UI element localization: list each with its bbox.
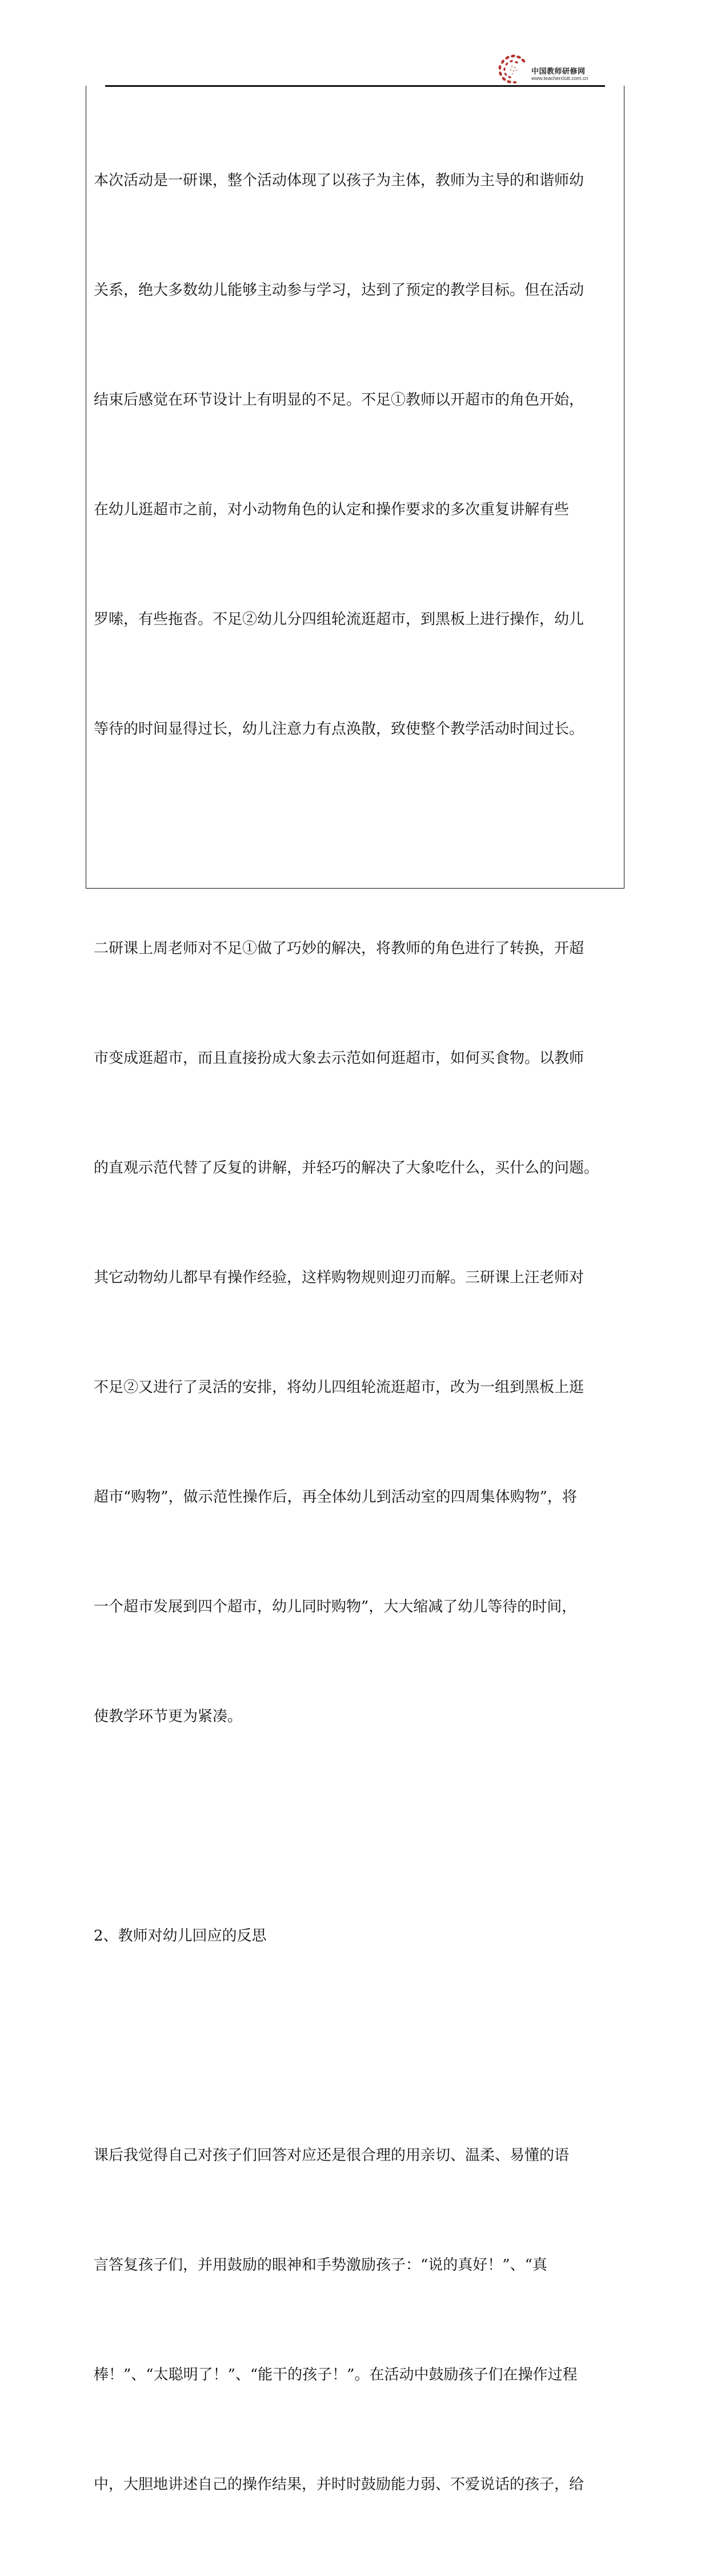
site-logo <box>496 53 616 85</box>
heading-text: 2、教师对幼儿回应的反思 <box>94 1927 267 1945</box>
paragraph-gap <box>94 1808 623 1845</box>
text-line: 关系，绝大多数幼儿能够主动参与学习，达到了预定的教学目标。但在活动 <box>94 282 584 299</box>
text-line: 言答复孩子们，并用鼓励的眼神和手势激励孩子：“说的真好！”、“真 <box>94 2257 547 2274</box>
text-line: 的直观示范代替了反复的讲解，并轻巧的解决了大象吃什么，买什么的问题。 <box>94 1159 599 1177</box>
logo-site-name: 中国教师研修网 <box>531 67 586 76</box>
text-line: 结束后感觉在环节设计上有明显的不足。不足①教师以开超市的角色开始， <box>94 391 584 409</box>
reflection-paragraph-1 <box>94 89 623 821</box>
text-line: 市变成逛超市，而且直接扮成大象去示范如何逛超市，如何买食物。以教师 <box>94 1050 584 1067</box>
text-line: 本次活动是一研课，整个活动体现了以孩子为主体，教师为主导的和谐师幼 <box>94 172 584 189</box>
text-line: 超市“购物”，做示范性操作后，再全体幼儿到活动室的四周集体购物”，将 <box>94 1489 577 1506</box>
text-line: 棒！”、“太聪明了！”、“能干的孩子！”。在活动中鼓励孩子们在操作过程 <box>94 2366 578 2383</box>
text-line: 课后我觉得自己对孩子们回答对应还是很合理的用亲切、温柔、易懂的语 <box>94 2147 570 2164</box>
reflection-paragraph-3 <box>94 2064 623 2576</box>
text-line: 在幼儿逛超市之前，对小动物角色的认定和操作要求的多次重复讲解有些 <box>94 501 570 518</box>
paragraph-gap <box>94 2027 623 2064</box>
text-line: 使教学环节更为紧凑。 <box>94 1708 243 1725</box>
document-body <box>94 89 623 2576</box>
text-line: 罗嗦，有些拖沓。不足②幼儿分四组轮流逛超市，到黑板上进行操作，幼儿 <box>94 611 584 628</box>
text-line: 二研课上周老师对不足①做了巧妙的解决，将教师的角色进行了转换，开超 <box>94 940 584 957</box>
teacherclub-logo-icon <box>496 53 530 85</box>
text-line: 一个超市发展到四个超市，幼儿同时购物”，大大缩减了幼儿等待的时间， <box>94 1598 577 1615</box>
text-line: 不足②又进行了灵活的安排，将幼儿四组轮流逛超市，改为一组到黑板上逛 <box>94 1379 584 1396</box>
paragraph-gap <box>94 821 623 857</box>
section-heading <box>94 1845 623 2027</box>
text-line: 中，大胆地讲述自己的操作结果，并时时鼓励能力弱、不爱说话的孩子，给 <box>94 2476 584 2493</box>
logo-site-url: www.teacherclub.com.cn <box>531 75 588 81</box>
text-line: 等待的时间显得过长，幼儿注意力有点涣散，致使整个教学活动时间过长。 <box>94 721 584 738</box>
reflection-paragraph-2 <box>94 857 623 1808</box>
text-line: 其它动物幼儿都早有操作经验，这样购物规则迎刃而解。三研课上汪老师对 <box>94 1269 584 1286</box>
